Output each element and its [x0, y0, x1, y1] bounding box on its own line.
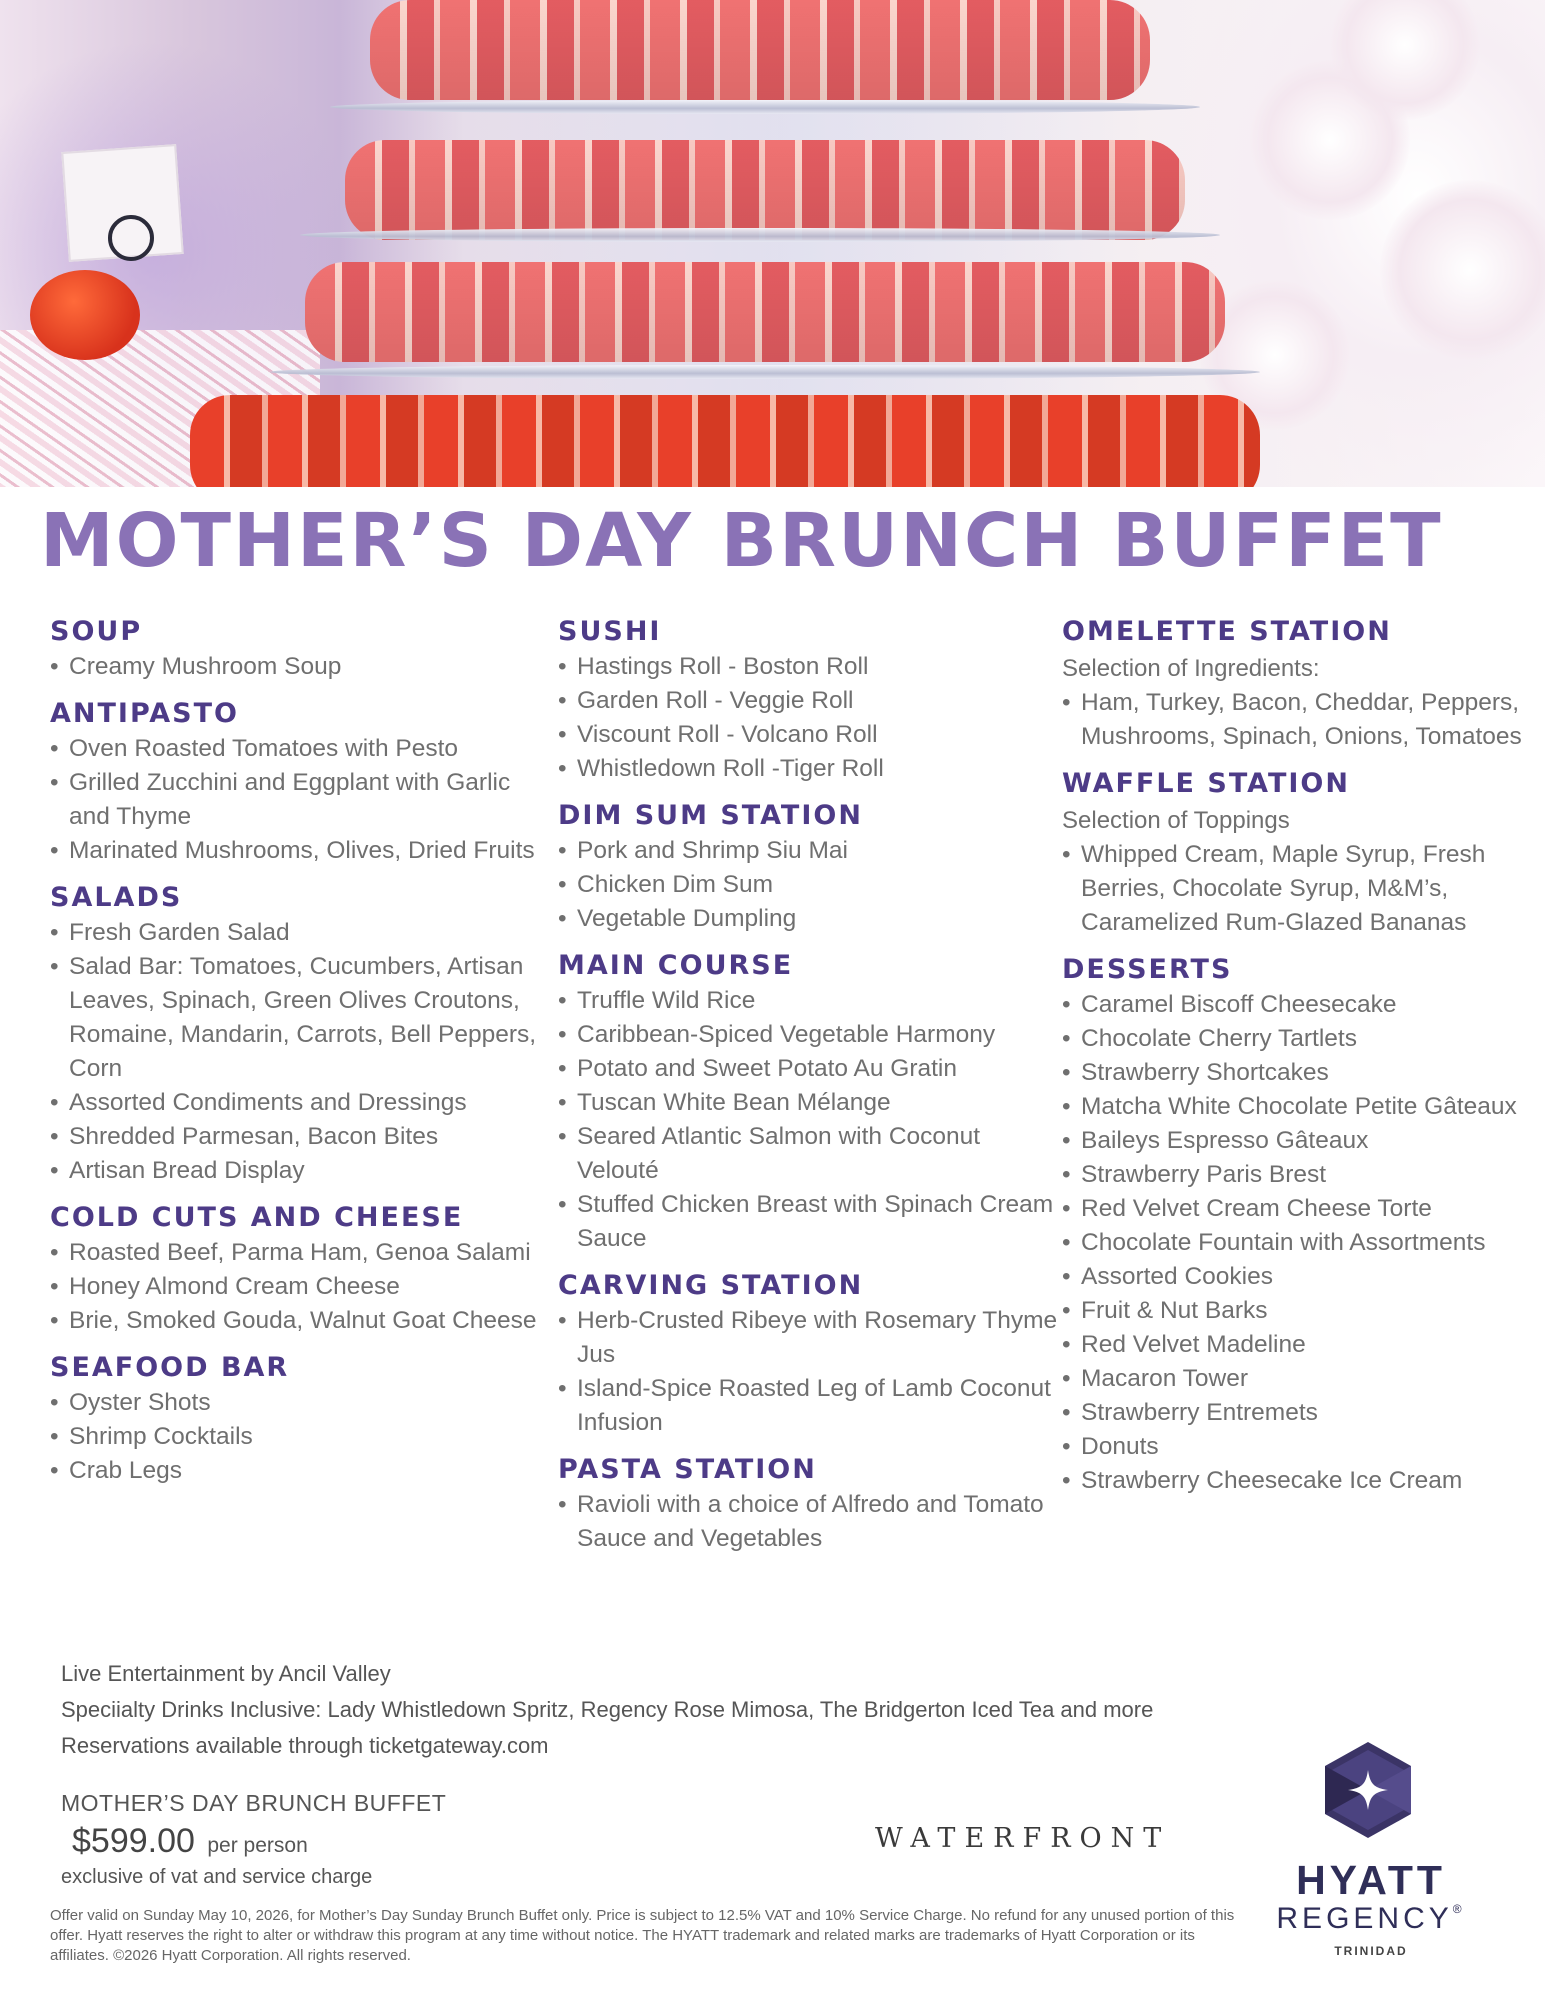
menu-item: • Viscount Roll - Volcano Roll: [558, 718, 1058, 752]
menu-item: • Hastings Roll - Boston Roll: [558, 650, 1058, 684]
section-intro: Selection of Ingredients:: [1062, 655, 1320, 682]
menu-item: • Fresh Garden Salad: [50, 916, 550, 950]
section-heading: MAIN COURSE: [558, 950, 794, 981]
menu-item: • Herb-Crusted Ribeye with Rosemary Thyme Jus: [558, 1304, 1058, 1372]
menu-item-list: [50, 732, 550, 868]
section-heading: COLD CUTS AND CHEESE: [50, 1202, 464, 1233]
menu-item: • Marinated Mushrooms, Olives, Dried Fruits: [50, 834, 550, 868]
menu-item: • Roasted Beef, Parma Ham, Genoa Salami: [50, 1236, 550, 1270]
menu-item-list: [1062, 838, 1532, 940]
price: $599.00: [72, 1822, 195, 1860]
menu-item: • Macaron Tower: [1062, 1362, 1532, 1396]
menu-item: • Baileys Espresso Gâteaux: [1062, 1124, 1532, 1158]
menu-section: [558, 798, 1058, 936]
menu-item: • Ham, Turkey, Bacon, Cheddar, Peppers, Mushrooms, Spinach, Onions, Tomatoes: [1062, 686, 1532, 754]
menu-column-3: [1062, 614, 1532, 1510]
menu-item: • Island-Spice Roasted Leg of Lamb Coconut Infusion: [558, 1372, 1058, 1440]
menu-item: • Strawberry Entremets: [1062, 1396, 1532, 1430]
menu-item: • Artisan Bread Display: [50, 1154, 550, 1188]
menu-section: [558, 1268, 1058, 1440]
menu-column-1: [50, 614, 550, 1500]
menu-item: • Pork and Shrimp Siu Mai: [558, 834, 1058, 868]
menu-item: • Creamy Mushroom Soup: [50, 650, 550, 684]
menu-item: • Truffle Wild Rice: [558, 984, 1058, 1018]
menu-item: • Caribbean-Spiced Vegetable Harmony: [558, 1018, 1058, 1052]
section-heading: SEAFOOD BAR: [50, 1352, 290, 1383]
menu-section: [1062, 614, 1532, 754]
menu-item: • Brie, Smoked Gouda, Walnut Goat Cheese: [50, 1304, 550, 1338]
menu-item-list: [50, 1386, 550, 1488]
section-heading: WAFFLE STATION: [1062, 768, 1350, 799]
menu-item: • Seared Atlantic Salmon with Coconut Velouté: [558, 1120, 1058, 1188]
menu-section: [558, 948, 1058, 1256]
section-heading: ANTIPASTO: [50, 698, 239, 729]
price-exclusion-note: exclusive of vat and service charge: [61, 1866, 373, 1888]
regency-text: REGENCY: [1276, 1902, 1453, 1935]
menu-column-2: [558, 614, 1058, 1568]
menu-item: • Potato and Sweet Potato Au Gratin: [558, 1052, 1058, 1086]
menu-item: • Oven Roasted Tomatoes with Pesto: [50, 732, 550, 766]
hero-macaron-tower-photo: [0, 0, 1545, 487]
menu-section: [50, 614, 550, 684]
menu-item: • Matcha White Chocolate Petite Gâteaux: [1062, 1090, 1532, 1124]
section-intro: Selection of Toppings: [1062, 807, 1290, 834]
menu-item: • Strawberry Paris Brest: [1062, 1158, 1532, 1192]
menu-section: [50, 1350, 550, 1488]
section-heading: SALADS: [50, 882, 183, 913]
section-heading: SOUP: [50, 616, 143, 647]
menu-section: [50, 880, 550, 1188]
menu-item: • Tuscan White Bean Mélange: [558, 1086, 1058, 1120]
section-heading: OMELETTE STATION: [1062, 616, 1392, 647]
hyatt-star-hexagon-icon: [1318, 1740, 1418, 1840]
menu-item-list: [558, 1488, 1058, 1556]
waterfront-logo: WATERFRONT: [875, 1823, 1171, 1854]
menu-item: • Oyster Shots: [50, 1386, 550, 1420]
menu-item: • Red Velvet Madeline: [1062, 1328, 1532, 1362]
menu-item: • Stuffed Chicken Breast with Spinach Cream Sauce: [558, 1188, 1058, 1256]
menu-item: • Donuts: [1062, 1430, 1532, 1464]
section-heading: SUSHI: [558, 616, 662, 647]
price-row: [72, 1822, 308, 1861]
menu-item-list: [558, 650, 1058, 786]
menu-item: • Honey Almond Cream Cheese: [50, 1270, 550, 1304]
menu-section: [1062, 952, 1532, 1498]
section-heading: DIM SUM STATION: [558, 800, 863, 831]
menu-section: [558, 1452, 1058, 1556]
menu-item: • Salad Bar: Tomatoes, Cucumbers, Artisan Leaves, Spinach, Green Olives Croutons, Romaine, Mandarin, Carrots, Bell Peppers, Corn: [50, 950, 550, 1086]
menu-item-list: [558, 984, 1058, 1256]
menu-item: • Grilled Zucchini and Eggplant with Garlic and Thyme: [50, 766, 550, 834]
section-heading: DESSERTS: [1062, 954, 1233, 985]
menu-item: • Assorted Condiments and Dressings: [50, 1086, 550, 1120]
menu-section: [558, 614, 1058, 786]
menu-item: • Strawberry Shortcakes: [1062, 1056, 1532, 1090]
menu-item: • Whipped Cream, Maple Syrup, Fresh Berries, Chocolate Syrup, M&M’s, Caramelized Rum-Glazed Bananas: [1062, 838, 1532, 940]
menu-item: • Strawberry Cheesecake Ice Cream: [1062, 1464, 1532, 1498]
menu-section: [50, 696, 550, 868]
section-heading: CARVING STATION: [558, 1270, 864, 1301]
page-title: MOTHER’S DAY BRUNCH BUFFET: [40, 498, 1443, 584]
hyatt-location: TRINIDAD: [1334, 1944, 1408, 1958]
fine-print: Offer valid on Sunday May 10, 2026, for Mother’s Day Sunday Brunch Buffet only. Price is subject to 12.5% VAT and 10% Service Charge. No refund for any unused portion of this offer. Hyatt reserves the right to alter or withdraw this program at any time without notice. The HYATT trademark and related marks are trademarks of Hyatt Corporation or its affiliates. ©2026 Hyatt Corporation. All rights reserved.: [50, 1907, 1235, 1964]
extras-info: [61, 1656, 1361, 1764]
offer-title: MOTHER’S DAY BRUNCH BUFFET: [61, 1790, 447, 1816]
menu-item: • Ravioli with a choice of Alfredo and Tomato Sauce and Vegetables: [558, 1488, 1058, 1556]
menu-item: • Chocolate Fountain with Assortments: [1062, 1226, 1532, 1260]
menu-item: • Chicken Dim Sum: [558, 868, 1058, 902]
menu-item: • Shredded Parmesan, Bacon Bites: [50, 1120, 550, 1154]
menu-item: • Vegetable Dumpling: [558, 902, 1058, 936]
entertainment-text: Live Entertainment by Ancil Valley: [61, 1661, 391, 1686]
menu-item-list: [558, 834, 1058, 936]
menu-item: • Assorted Cookies: [1062, 1260, 1532, 1294]
menu-item: • Shrimp Cocktails: [50, 1420, 550, 1454]
menu-item: • Whistledown Roll -Tiger Roll: [558, 752, 1058, 786]
menu-item: • Fruit & Nut Barks: [1062, 1294, 1532, 1328]
registered-mark: ®: [1452, 1902, 1466, 1916]
menu-item-list: [50, 650, 550, 684]
section-heading: PASTA STATION: [558, 1454, 817, 1485]
menu-item-list: [50, 1236, 550, 1338]
menu-item: • Garden Roll - Veggie Roll: [558, 684, 1058, 718]
menu-item-list: [50, 916, 550, 1188]
menu-item-list: [1062, 686, 1532, 754]
price-unit: per person: [207, 1834, 308, 1857]
menu-item: • Crab Legs: [50, 1454, 550, 1488]
menu-item: • Caramel Biscoff Cheesecake: [1062, 988, 1532, 1022]
regency-wordmark: [1276, 1902, 1466, 1936]
menu-item-list: [558, 1304, 1058, 1440]
menu-item: • Red Velvet Cream Cheese Torte: [1062, 1192, 1532, 1226]
menu-section: [50, 1200, 550, 1338]
drinks-text: Speciialty Drinks Inclusive: Lady Whistledown Spritz, Regency Rose Mimosa, The Bridgerton Iced Tea and more: [61, 1697, 1154, 1722]
hyatt-wordmark: HYATT: [1296, 1857, 1446, 1903]
menu-section: [1062, 766, 1532, 940]
menu-item-list: [1062, 988, 1532, 1498]
menu-item: • Chocolate Cherry Tartlets: [1062, 1022, 1532, 1056]
reservations-text: Reservations available through ticketgateway.com: [61, 1733, 549, 1758]
